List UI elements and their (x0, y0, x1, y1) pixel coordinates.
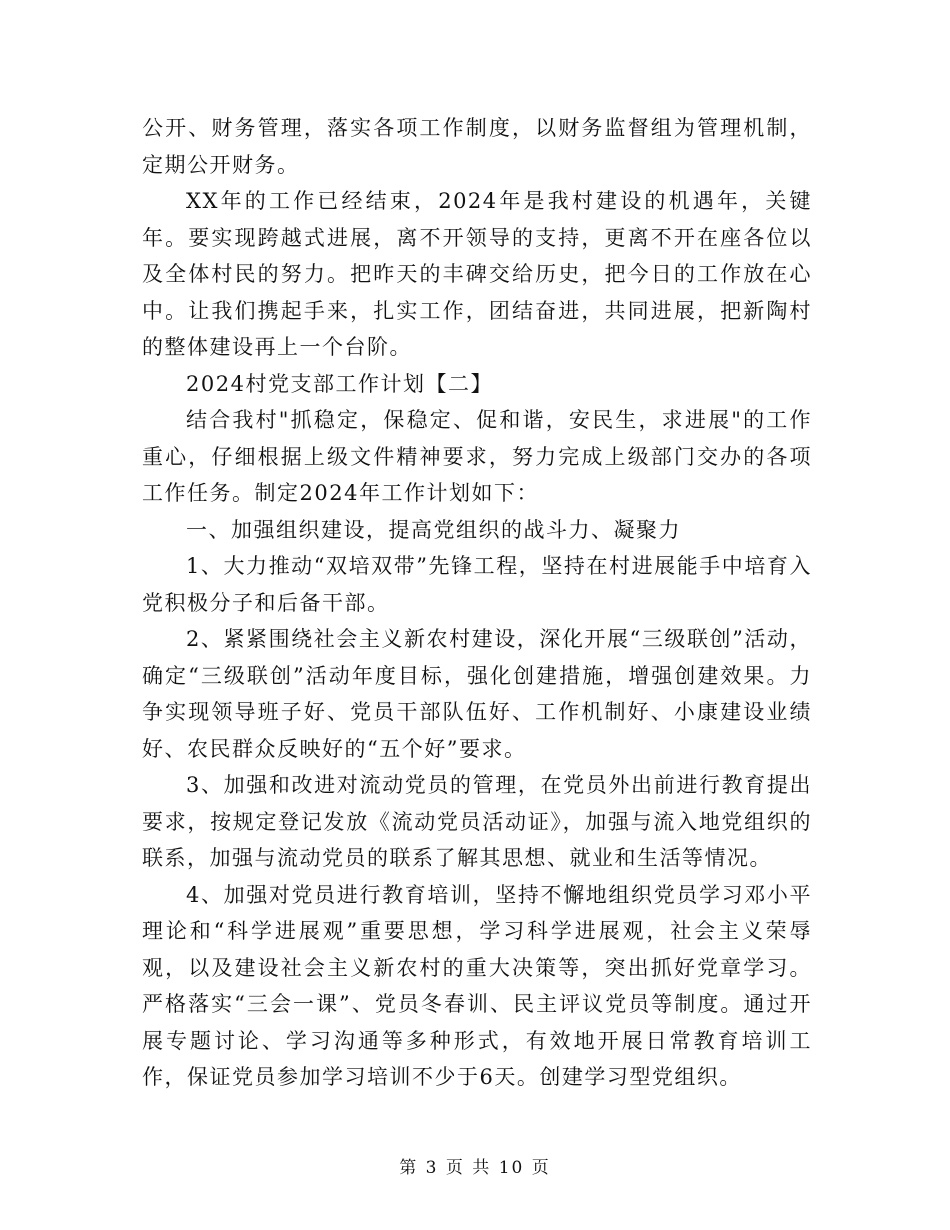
subsection-heading: 一、加强组织建设，提高党组织的战斗力、凝聚力 (186, 517, 681, 542)
page-number-label: 第 3 页 共 10 页 (399, 1158, 551, 1178)
list-item-4: 4、加强对党员进行教育培训，坚持不懈地组织党员学习邓小平理论和“科学进展观”重要思想，学习科学进展观，社会主义荣辱观，以及建设社会主义新农村的重大决策等，突出抓好党章学习。严格落实“三会一课”、党员冬春训、民主评议党员等制度。通过开展专题讨论、学习沟通等多种形式，有效地开展日常教育培训工作，保证党员参加学习培训不少于6天。创建学习型党组织。 (142, 882, 812, 1089)
paragraph-summary: XX年的工作已经结束，2024年是我村建设的机遇年，关键年。要实现跨越式进展，离不开领导的支持，更离不开在座各位以及全体村民的努力。把昨天的丰碑交给历史，把今日的工作放在心中。让我们携起手来，扎实工作，团结奋进，共同进展，把新陶村的整体建设再上一个台阶。 (142, 189, 812, 359)
paragraph-continuation: 公开、财务管理，落实各项工作制度，以财务监督组为管理机制，定期公开财务。 (142, 116, 812, 177)
list-item-1: 1、大力推动“双培双带”先锋工程，坚持在村进展能手中培育入党积极分子和后备干部。 (142, 554, 812, 615)
list-item-2: 2、紧紧围绕社会主义新农村建设，深化开展“三级联创”活动，确定“三级联创”活动年度目标，强化创建措施，增强创建效果。力争实现领导班子好、党员干部队伍好、工作机制好、小康建设业绩好、农民群众反映好的“五个好”要求。 (142, 627, 812, 761)
section-heading: 2024村党支部工作计划【二】 (186, 371, 493, 396)
page-footer (0, 1153, 950, 1178)
document-body (142, 110, 812, 1096)
paragraph-intro: 结合我村"抓稳定，保稳定、促和谐，安民生，求进展"的工作重心，仔细根据上级文件精神要求，努力完成上级部门交办的各项工作任务。制定2024年工作计划如下： (142, 408, 812, 505)
list-item-3: 3、加强和改进对流动党员的管理，在党员外出前进行教育提出要求，按规定登记发放《流动党员活动证》，加强与流入地党组织的联系，加强与流动党员的联系了解其思想、就业和生活等情况。 (142, 773, 812, 870)
